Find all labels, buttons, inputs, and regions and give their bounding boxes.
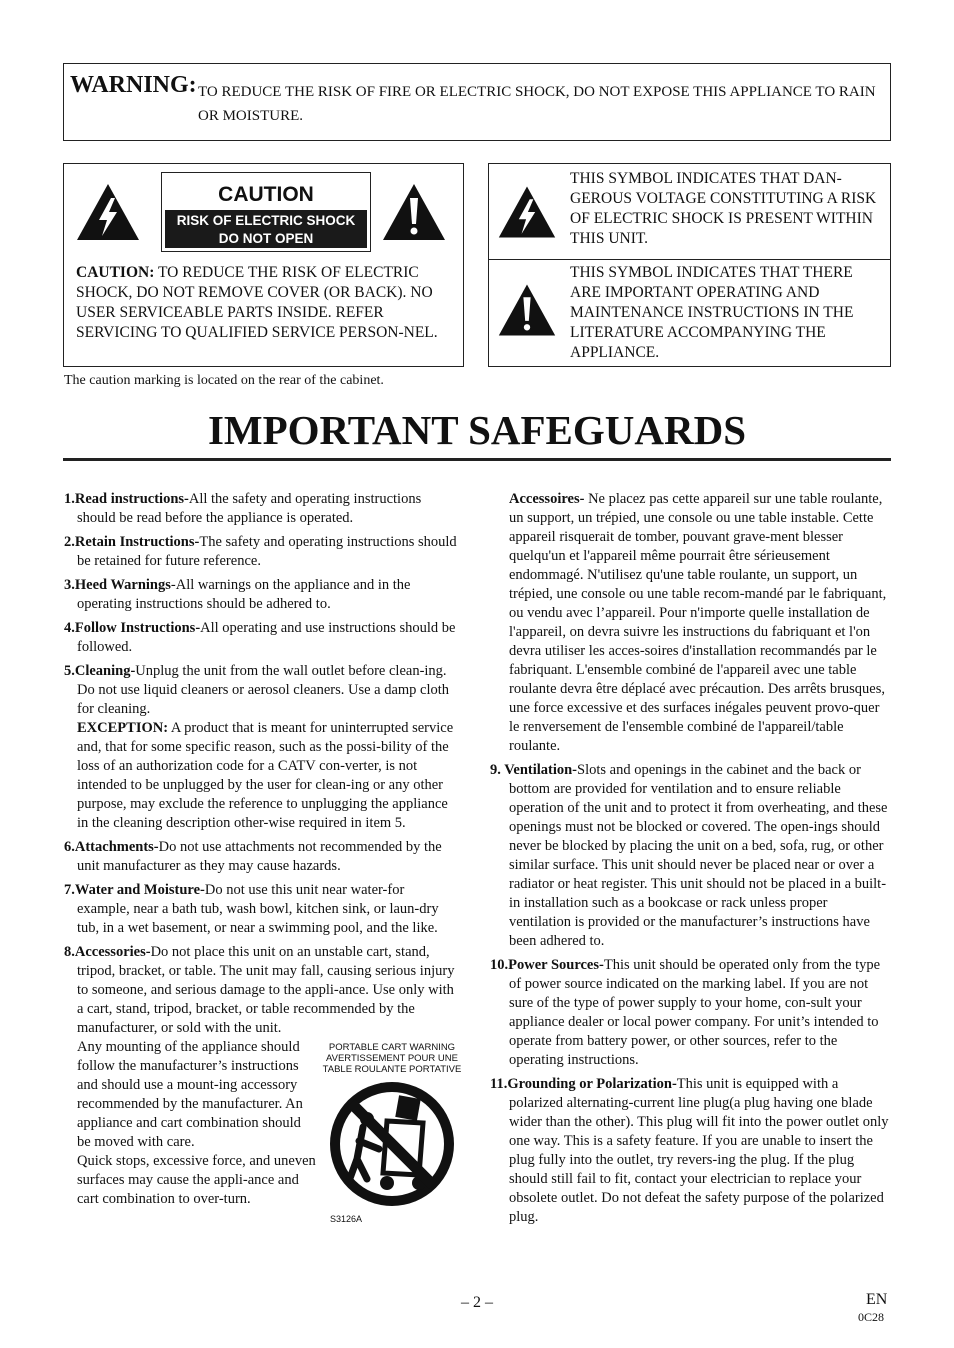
- warning-title: WARNING:: [70, 72, 197, 98]
- page-title: IMPORTANT SAFEGUARDS: [207, 407, 747, 453]
- left-column: [64, 490, 460, 1248]
- safeguard-item: 3.Heed Warnings-All warnings on the appliance and in the operating instructions should be adhered to.: [64, 577, 411, 612]
- lightning-triangle-icon: [497, 184, 557, 240]
- safeguard-item: 8.Accessories-Do not place this unit on an unstable cart, stand, tripod, bracket, or table. The unit may fall, causing serious injury to someone, and serious damage to the appli-ance. Use only with a cart, stand, tripod, bracket, or table recommended by the manufacturer, or sold with the unit.: [64, 944, 455, 1036]
- cart-fig-line-2: AVERTISSEMENT POUR UNE: [326, 1053, 458, 1064]
- caution-heading: CAUTION: [218, 183, 314, 206]
- exclamation-triangle-icon: [497, 282, 557, 338]
- safeguard-exception: EXCEPTION: A product that is meant for uninterrupted service and, that for some specific reason, such as the possi-bility of the loss of an authorization code for a CATV con-verter, is not intended to be unplugged by the user for clean-ing or any other purpose, may exclude the reference to unplugging the appliance in the cleaning description other-wise required in item 5.: [77, 720, 454, 831]
- divider: [489, 259, 890, 260]
- voltage-symbol-text: THIS SYMBOL INDICATES THAT DAN-GEROUS VOLTAGE CONSTITUTING A RISK OF ELECTRIC SHOCK IS PRESENT WITHIN THIS UNIT.: [570, 170, 877, 247]
- safeguard-item: 9. Ventilation-Slots and openings in the cabinet and the back or bottom are provided for ventilation and to ensure reliable operation of the unit and to protect it from overheating, and these openings must not be blocked or covered. The open-ings should never be blocked by placing the unit on a bed, sofa, rug, or other similar surface. This unit should never be placed near or over a radiator or heat register. This unit should not be placed in a built-in installation such as a bookcase or rack unless proper ventilation is provided or the manufacturer’s instructions have been adhered to.: [490, 762, 888, 949]
- safeguard-item-french: Accessoires- Ne placez pas cette appareil sur une table roulante, un support, un trépied, une console ou une table instable. Cette appareil risquerait de tomber, pouvant grave-ment blesser quelqu'un et l'appareil même pourrait être sérieusement endommagé. N'utilisez qu'une table roulante, un support, un trépied, une console ou une table recom-mandé par le fabriquant, ou vendu avec l’appareil. Pour n'importe quelle installation de l'appareil, on devra suivre les instructions du fabriquant et l'on devra utiliser les acces-soires d'installation recommandés par le fabriquant. L'ensemble combiné de l'appareil avec une table roulante devra être déplacé avec précaution. Des arrêts brusques, une force excessive et des surfaces inégales peuvent provo-quer le renversement de l'ensemble combiné de l'appareil/table roulante.: [509, 491, 887, 754]
- exclamation-triangle-icon: [381, 182, 447, 242]
- symbols-box: [488, 163, 891, 367]
- caution-shock-banner: [165, 210, 367, 248]
- safeguard-item: 5.Cleaning-Unplug the unit from the wall outlet before clean-ing. Do not use liquid cleaners or aerosol cleaners. Use a damp cloth for cleaning.: [64, 663, 450, 717]
- warning-text: TO REDUCE THE RISK OF FIRE OR ELECTRIC SHOCK, DO NOT EXPOSE THIS APPLIANCE TO RAIN OR MOISTURE.: [198, 84, 876, 124]
- cart-fig-line-1: PORTABLE CART WARNING: [328, 1042, 456, 1053]
- cart-text-2: Quick stops, excessive force, and uneven surfaces may cause the appli-ance and cart combination to over-turn.: [77, 1153, 316, 1207]
- cart-tipover-icon: [327, 1079, 457, 1209]
- caution-lead: CAUTION:: [76, 264, 155, 281]
- document-code: 0C28: [858, 1310, 885, 1324]
- caution-text: [76, 263, 460, 343]
- right-column: [490, 490, 892, 1232]
- page-number: – 2 –: [461, 1294, 493, 1311]
- safeguard-item: 4.Follow Instructions-All operating and use instructions should be followed.: [64, 620, 456, 655]
- cart-fig-line-3: TABLE ROULANTE PORTATIVE: [322, 1064, 462, 1075]
- cart-fig-code: S3126A: [330, 1214, 363, 1224]
- lightning-triangle-icon: [75, 182, 141, 242]
- caution-body: TO REDUCE THE RISK OF ELECTRIC SHOCK, DO NOT REMOVE COVER (OR BACK). NO USER SERVICEABLE PARTS INSIDE. REFER SERVICING TO QUALIFIED SERVICE PERSON-NEL.: [76, 264, 438, 341]
- safeguard-item: 2.Retain Instructions-The safety and operating instructions should be retained for future reference.: [64, 534, 457, 569]
- safeguard-item: 6.Attachments-Do not use attachments not recommended by the unit manufacturer as they may cause hazards.: [64, 839, 442, 874]
- safeguard-item: 11.Grounding or Polarization-This unit is equipped with a polarized alternating-current line plug(a plug having one blade wider than the other). This plug will fit into the power outlet only one way. This is a safety feature. If you are unable to insert the plug fully into the outlet, try revers-ing the plug. If the plug should still fail to fit, contact your electrician to replace your obsolete outlet. Do not defeat the safety purpose of the polarized plug.: [490, 1076, 889, 1225]
- caution-box: [63, 163, 464, 367]
- cart-warning-figure: [316, 1042, 468, 1212]
- cart-text-1: Any mounting of the appliance should follow the manufacturer’s instructions and should use a mount-ing accessory recommended by the manufacturer. An appliance and cart combination should be moved with care.: [77, 1039, 303, 1150]
- safeguard-item: 10.Power Sources-This unit should be operated only from the type of power source indicated on the marking label. If you are not sure of the type of power supply to your home, con-sult your appliance dealer or local power company. For unit’s intended to operate from battery power, or other sources, refer to the operating instructions.: [490, 957, 881, 1068]
- safeguard-item: 1.Read instructions-All the safety and operating instructions should be read before the appliance is operated.: [64, 491, 422, 526]
- exclamation-symbol-text: THIS SYMBOL INDICATES THAT THERE ARE IMPORTANT OPERATING AND MAINTENANCE INSTRUCTIONS IN THE LITERATURE ACCOMPANYING THE APPLIANCE.: [570, 264, 854, 361]
- cart-text: [77, 1038, 317, 1209]
- caution-line-1: RISK OF ELECTRIC SHOCK: [176, 213, 356, 228]
- caution-note: The caution marking is located on the rear of the cabinet.: [64, 373, 384, 388]
- safeguard-item: 7.Water and Moisture-Do not use this unit near water-for example, near a bath tub, wash bowl, kitchen sink, or laun-dry tub, in a wet basement, or near a swimming pool, and the like.: [64, 882, 439, 936]
- caution-label: [161, 172, 371, 252]
- title-rule: [63, 458, 891, 461]
- language-code: EN: [866, 1291, 888, 1308]
- warning-box: [63, 63, 891, 141]
- caution-line-2: DO NOT OPEN: [218, 231, 314, 246]
- cart-section: [64, 1038, 460, 1248]
